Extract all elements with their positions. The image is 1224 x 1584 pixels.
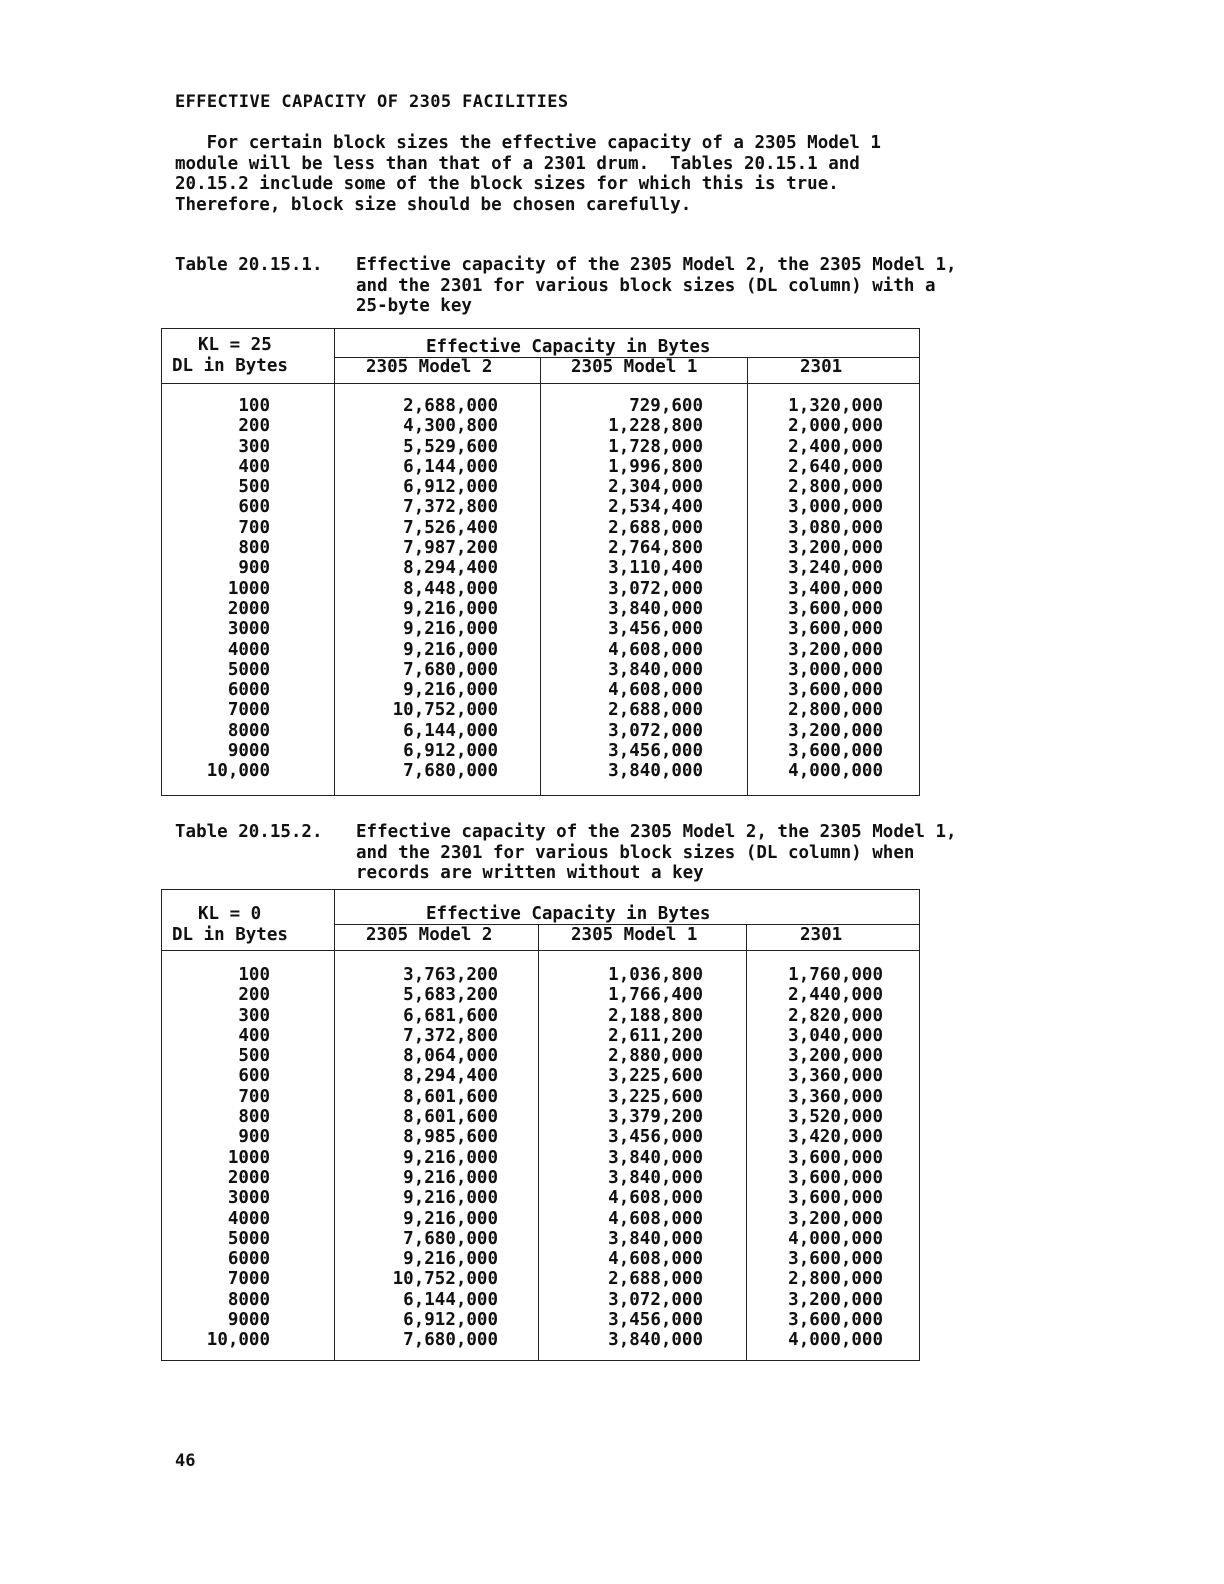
table-cell: 6,912,000 bbox=[403, 1310, 498, 1331]
table-cell: 10,000 bbox=[206, 1330, 270, 1351]
table-cell: 3,072,000 bbox=[608, 578, 703, 599]
table-cell: 7,680,000 bbox=[403, 761, 498, 782]
table-cell: 8,601,600 bbox=[403, 1086, 498, 1107]
table-cell: 4,300,800 bbox=[403, 416, 498, 437]
table-cell: 5000 bbox=[227, 659, 270, 680]
table-cell: 800 bbox=[238, 538, 270, 559]
table-cell: 3,000,000 bbox=[788, 497, 883, 518]
table1-caption bbox=[175, 255, 957, 317]
table-cell: 7,680,000 bbox=[403, 659, 498, 680]
table-cell: 2,688,000 bbox=[608, 1269, 703, 1290]
table-cell: 8000 bbox=[227, 720, 270, 741]
table-cell: 3,379,200 bbox=[608, 1107, 703, 1128]
table-cell: 4000 bbox=[227, 1208, 270, 1229]
table-cell: 3,072,000 bbox=[608, 720, 703, 741]
table-cell: 3,240,000 bbox=[788, 558, 883, 579]
table-cell: 400 bbox=[238, 1025, 270, 1046]
table-cell: 8,601,600 bbox=[403, 1107, 498, 1128]
table-cell: 729,600 bbox=[629, 396, 703, 416]
column-divider bbox=[540, 357, 541, 795]
table-cell: 7,372,800 bbox=[403, 1025, 498, 1046]
table-cell: 3,072,000 bbox=[608, 1289, 703, 1310]
table-cell: 3,763,200 bbox=[403, 965, 498, 985]
table-cell: 8,294,400 bbox=[403, 558, 498, 579]
column-divider bbox=[747, 357, 748, 795]
table-cell: 600 bbox=[238, 1066, 270, 1087]
col-header-2301: 2301 bbox=[800, 357, 843, 377]
table-cell: 500 bbox=[238, 477, 270, 498]
intro-line: 20.15.2 include some of the block sizes for which this is true. bbox=[175, 174, 839, 194]
page-number: 46 bbox=[175, 1451, 196, 1471]
table-cell: 3,040,000 bbox=[788, 1025, 883, 1046]
table-cell: 9,216,000 bbox=[403, 680, 498, 701]
table-cell: 3000 bbox=[227, 619, 270, 640]
table-cell: 6,912,000 bbox=[403, 741, 498, 762]
table-cell: 2,640,000 bbox=[788, 456, 883, 477]
table-cell: 3,456,000 bbox=[608, 741, 703, 762]
table-cell: 3,600,000 bbox=[788, 1249, 883, 1270]
table-cell: 3,400,000 bbox=[788, 578, 883, 599]
table-cell: 100 bbox=[238, 396, 270, 416]
model2-column bbox=[362, 965, 498, 1351]
col-header-2301: 2301 bbox=[800, 925, 843, 945]
kl-label: KL = 25 bbox=[198, 335, 272, 355]
table-cell: 3,456,000 bbox=[608, 1310, 703, 1331]
table-cell: 900 bbox=[238, 1127, 270, 1148]
table-cell: 3,225,600 bbox=[608, 1086, 703, 1107]
table-cell: 7000 bbox=[227, 700, 270, 721]
table1-caption-number: Table 20.15.1. bbox=[175, 255, 323, 275]
table-cell: 9,216,000 bbox=[403, 619, 498, 640]
table-cell: 6000 bbox=[227, 680, 270, 701]
table-cell: 5,683,200 bbox=[403, 985, 498, 1006]
table-cell: 2,820,000 bbox=[788, 1005, 883, 1026]
table-cell: 2,400,000 bbox=[788, 436, 883, 457]
table-cell: 1,036,800 bbox=[608, 965, 703, 985]
col-header-model2: 2305 Model 2 bbox=[366, 925, 493, 945]
table-cell: 4,000,000 bbox=[788, 761, 883, 782]
table-cell: 10,000 bbox=[206, 761, 270, 782]
section-heading: EFFECTIVE CAPACITY OF 2305 FACILITIES bbox=[175, 92, 569, 112]
col-header-model1: 2305 Model 1 bbox=[571, 357, 698, 377]
intro-line: module will be less than that of a 2301 drum. Tables 20.15.1 and bbox=[175, 153, 860, 174]
table-cell: 2000 bbox=[227, 1167, 270, 1188]
table-cell: 2,534,400 bbox=[608, 497, 703, 518]
table-cell: 2,800,000 bbox=[788, 477, 883, 498]
table-cell: 3,600,000 bbox=[788, 1188, 883, 1209]
table-cell: 3,840,000 bbox=[608, 598, 703, 619]
table-cell: 3,600,000 bbox=[788, 619, 883, 640]
table-cell: 3,080,000 bbox=[788, 517, 883, 538]
table-cell: 3,600,000 bbox=[788, 741, 883, 762]
table-cell: 3,360,000 bbox=[788, 1066, 883, 1087]
table-cell: 3,200,000 bbox=[788, 538, 883, 559]
table-cell: 800 bbox=[238, 1107, 270, 1128]
table2-caption-line: records are written without a key bbox=[356, 863, 704, 883]
header-divider bbox=[162, 950, 919, 951]
table-cell: 4,000,000 bbox=[788, 1228, 883, 1249]
table-cell: 3,200,000 bbox=[788, 639, 883, 660]
table-cell: 6,912,000 bbox=[403, 477, 498, 498]
header-divider bbox=[162, 383, 919, 384]
table-cell: 3,200,000 bbox=[788, 1208, 883, 1229]
table-cell: 3,360,000 bbox=[788, 1086, 883, 1107]
table-cell: 3,840,000 bbox=[608, 1228, 703, 1249]
table-cell: 300 bbox=[238, 436, 270, 457]
table-cell: 9,216,000 bbox=[403, 598, 498, 619]
table-cell: 100 bbox=[238, 965, 270, 985]
table-cell: 7,372,800 bbox=[403, 497, 498, 518]
table-cell: 7,987,200 bbox=[403, 538, 498, 559]
table-cell: 4,608,000 bbox=[608, 1208, 703, 1229]
table-cell: 9,216,000 bbox=[403, 1249, 498, 1270]
table-cell: 3,200,000 bbox=[788, 1046, 883, 1067]
table-cell: 10,752,000 bbox=[392, 1269, 498, 1290]
table-cell: 6,681,600 bbox=[403, 1005, 498, 1026]
table-cell: 700 bbox=[238, 517, 270, 538]
capacity-table-2 bbox=[161, 889, 920, 1361]
d2301-column bbox=[762, 965, 883, 1351]
column-divider bbox=[538, 924, 539, 1360]
table-cell: 3000 bbox=[227, 1188, 270, 1209]
table-cell: 3,600,000 bbox=[788, 598, 883, 619]
dl-column bbox=[182, 396, 270, 782]
intro-line: For certain block sizes the effective capacity of a 2305 Model 1 bbox=[175, 133, 881, 153]
table-cell: 2,688,000 bbox=[608, 517, 703, 538]
table-cell: 1,320,000 bbox=[788, 396, 883, 416]
table-cell: 3,600,000 bbox=[788, 680, 883, 701]
table-cell: 4,608,000 bbox=[608, 639, 703, 660]
table-cell: 1000 bbox=[227, 578, 270, 599]
table-cell: 4,608,000 bbox=[608, 1188, 703, 1209]
table-cell: 7000 bbox=[227, 1269, 270, 1290]
table-cell: 10,752,000 bbox=[392, 700, 498, 721]
table1-caption-line: and the 2301 for various block sizes (DL column) with a bbox=[356, 275, 936, 296]
table-cell: 1,996,800 bbox=[608, 456, 703, 477]
group-header: Effective Capacity in Bytes bbox=[426, 904, 711, 924]
table-cell: 1,728,000 bbox=[608, 436, 703, 457]
table-cell: 2,800,000 bbox=[788, 700, 883, 721]
table-cell: 200 bbox=[238, 416, 270, 437]
table-cell: 8,985,600 bbox=[403, 1127, 498, 1148]
table-cell: 2,304,000 bbox=[608, 477, 703, 498]
table-cell: 3,840,000 bbox=[608, 1167, 703, 1188]
kl-label: KL = 0 bbox=[198, 904, 262, 924]
table-cell: 2,764,800 bbox=[608, 538, 703, 559]
table-cell: 900 bbox=[238, 558, 270, 579]
model1-column bbox=[562, 965, 703, 1351]
table2-caption-line: and the 2301 for various block sizes (DL column) when bbox=[356, 842, 915, 863]
table-cell: 9,216,000 bbox=[403, 1188, 498, 1209]
table-cell: 2000 bbox=[227, 598, 270, 619]
table-cell: 6000 bbox=[227, 1249, 270, 1270]
table-cell: 3,456,000 bbox=[608, 1127, 703, 1148]
model2-column bbox=[362, 396, 498, 782]
table2-caption bbox=[175, 822, 957, 884]
table1-caption-line: 25-byte key bbox=[356, 296, 472, 316]
table-cell: 500 bbox=[238, 1046, 270, 1067]
table-cell: 7,680,000 bbox=[403, 1330, 498, 1351]
table2-caption-number: Table 20.15.2. bbox=[175, 822, 323, 842]
table-cell: 3,840,000 bbox=[608, 761, 703, 782]
table-cell: 8,064,000 bbox=[403, 1046, 498, 1067]
table-cell: 2,440,000 bbox=[788, 985, 883, 1006]
table-cell: 3,600,000 bbox=[788, 1167, 883, 1188]
table2-caption-line: Effective capacity of the 2305 Model 2, the 2305 Model 1, bbox=[356, 822, 957, 842]
dl-column bbox=[182, 965, 270, 1351]
table-cell: 1,766,400 bbox=[608, 985, 703, 1006]
table-cell: 4,608,000 bbox=[608, 1249, 703, 1270]
table-cell: 9,216,000 bbox=[403, 1147, 498, 1168]
col-header-model2: 2305 Model 2 bbox=[366, 357, 493, 377]
table-cell: 2,800,000 bbox=[788, 1269, 883, 1290]
table-cell: 1,228,800 bbox=[608, 416, 703, 437]
table-cell: 3,200,000 bbox=[788, 1289, 883, 1310]
table-cell: 2,880,000 bbox=[608, 1046, 703, 1067]
table-cell: 3,840,000 bbox=[608, 1147, 703, 1168]
table-cell: 3,225,600 bbox=[608, 1066, 703, 1087]
table1-caption-line: Effective capacity of the 2305 Model 2, the 2305 Model 1, bbox=[356, 255, 957, 275]
table-cell: 7,526,400 bbox=[403, 517, 498, 538]
table-cell: 2,611,200 bbox=[608, 1025, 703, 1046]
table-cell: 2,188,800 bbox=[608, 1005, 703, 1026]
table-cell: 200 bbox=[238, 985, 270, 1006]
table-cell: 3,600,000 bbox=[788, 1310, 883, 1331]
col-header-model1: 2305 Model 1 bbox=[571, 925, 698, 945]
table-cell: 300 bbox=[238, 1005, 270, 1026]
table-cell: 5,529,600 bbox=[403, 436, 498, 457]
table-cell: 3,000,000 bbox=[788, 659, 883, 680]
table-cell: 4000 bbox=[227, 639, 270, 660]
table-cell: 3,200,000 bbox=[788, 720, 883, 741]
capacity-table-1 bbox=[161, 328, 920, 796]
dl-label: DL in Bytes bbox=[172, 356, 288, 376]
table-cell: 2,000,000 bbox=[788, 416, 883, 437]
table-cell: 4,608,000 bbox=[608, 680, 703, 701]
column-divider bbox=[334, 329, 335, 795]
dl-label: DL in Bytes bbox=[172, 925, 288, 945]
table-cell: 2,688,000 bbox=[608, 700, 703, 721]
table-cell: 3,520,000 bbox=[788, 1107, 883, 1128]
table-cell: 6,144,000 bbox=[403, 720, 498, 741]
table-cell: 7,680,000 bbox=[403, 1228, 498, 1249]
table-cell: 400 bbox=[238, 456, 270, 477]
table-cell: 5000 bbox=[227, 1228, 270, 1249]
model1-column bbox=[562, 396, 703, 782]
table-cell: 6,144,000 bbox=[403, 1289, 498, 1310]
intro-line: Therefore, block size should be chosen carefully. bbox=[175, 194, 692, 215]
table-cell: 8,294,400 bbox=[403, 1066, 498, 1087]
table-cell: 3,420,000 bbox=[788, 1127, 883, 1148]
d2301-column bbox=[762, 396, 883, 782]
table-cell: 3,840,000 bbox=[608, 659, 703, 680]
table-cell: 700 bbox=[238, 1086, 270, 1107]
group-header: Effective Capacity in Bytes bbox=[426, 337, 711, 357]
table-cell: 9000 bbox=[227, 1310, 270, 1331]
table-cell: 8,448,000 bbox=[403, 578, 498, 599]
table-cell: 2,688,000 bbox=[403, 396, 498, 416]
table-cell: 4,000,000 bbox=[788, 1330, 883, 1351]
table-cell: 9,216,000 bbox=[403, 1208, 498, 1229]
table-cell: 9,216,000 bbox=[403, 1167, 498, 1188]
column-divider bbox=[746, 924, 747, 1360]
column-divider bbox=[334, 890, 335, 1360]
intro-paragraph bbox=[175, 133, 1005, 215]
table-cell: 1000 bbox=[227, 1147, 270, 1168]
table-cell: 3,456,000 bbox=[608, 619, 703, 640]
table-cell: 3,840,000 bbox=[608, 1330, 703, 1351]
table-cell: 9,216,000 bbox=[403, 639, 498, 660]
table-cell: 3,110,400 bbox=[608, 558, 703, 579]
table-cell: 6,144,000 bbox=[403, 456, 498, 477]
table-cell: 1,760,000 bbox=[788, 965, 883, 985]
table-cell: 3,600,000 bbox=[788, 1147, 883, 1168]
table-cell: 9000 bbox=[227, 741, 270, 762]
table-cell: 600 bbox=[238, 497, 270, 518]
table-cell: 8000 bbox=[227, 1289, 270, 1310]
